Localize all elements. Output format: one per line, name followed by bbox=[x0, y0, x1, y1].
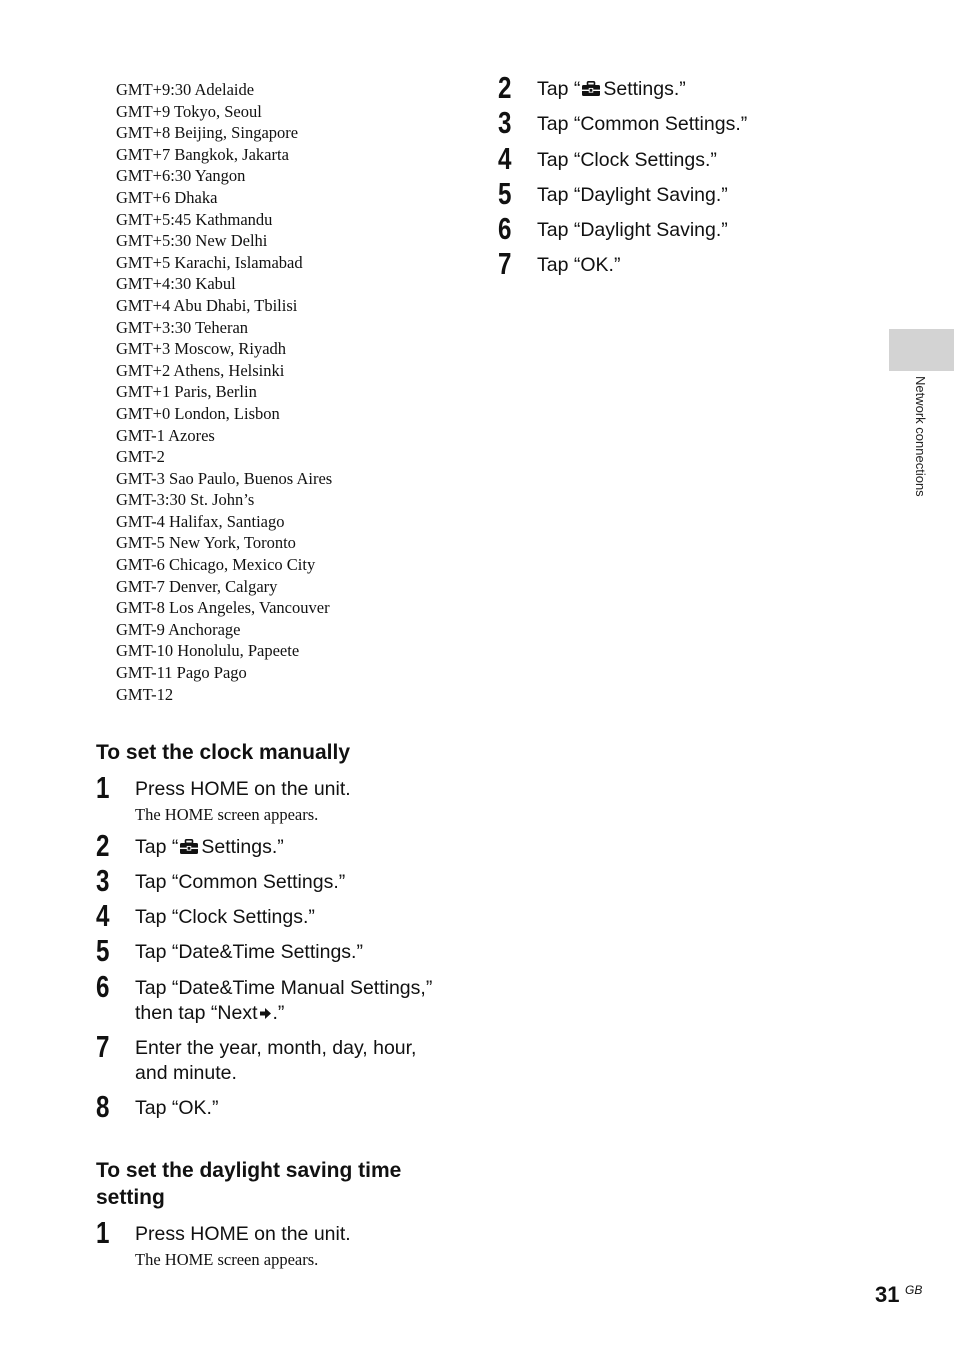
toolbox-icon bbox=[581, 79, 601, 104]
timezone-item: GMT+9:30 Adelaide bbox=[116, 80, 255, 99]
step-text bbox=[135, 1222, 351, 1271]
step-text bbox=[135, 777, 351, 826]
step-number: 2 bbox=[96, 828, 110, 863]
timezone-item: GMT+4:30 Kabul bbox=[116, 274, 236, 294]
timezone-item: GMT-5 New York, Toronto bbox=[116, 533, 296, 553]
step-number: 7 bbox=[498, 246, 512, 281]
step-line-2: and minute. bbox=[135, 1062, 237, 1084]
step-text: Tap “Date&Time Settings.” bbox=[135, 941, 363, 963]
step-text: Tap “OK.” bbox=[537, 254, 621, 276]
timezone-item: GMT+8 Beijing, Singapore bbox=[116, 123, 299, 143]
step-text: Tap “Common Settings.” bbox=[135, 871, 346, 893]
step-instruction: Press HOME on the unit. bbox=[135, 1223, 351, 1245]
timezone-item: GMT-11 Pago Pago bbox=[116, 663, 247, 683]
timezone-item: GMT-9 Anchorage bbox=[116, 619, 241, 639]
step-line-2-pre: then tap “Next bbox=[135, 1002, 258, 1024]
heading-line-2: setting bbox=[96, 1186, 165, 1209]
timezone-item: GMT-1 Azores bbox=[116, 425, 215, 445]
step-text-pre: Tap “ bbox=[537, 78, 581, 100]
step-number: 3 bbox=[498, 105, 512, 140]
timezone-item: GMT-7 Denver, Calgary bbox=[116, 576, 278, 596]
step-text bbox=[135, 835, 284, 862]
timezone-item: GMT+3:30 Teheran bbox=[116, 317, 249, 337]
timezone-item: GMT+3 Moscow, Riyadh bbox=[116, 339, 287, 359]
step-text: Tap “Common Settings.” bbox=[537, 113, 748, 135]
timezone-item: GMT-10 Honolulu, Papeete bbox=[116, 641, 300, 661]
step-number: 1 bbox=[96, 1215, 110, 1250]
step-instruction: Press HOME on the unit. bbox=[135, 778, 351, 800]
timezone-item: GMT-4 Halifax, Santiago bbox=[116, 511, 285, 531]
section-tab bbox=[889, 329, 954, 371]
step-text: Tap “Daylight Saving.” bbox=[537, 219, 728, 241]
timezone-item: GMT+5:30 New Delhi bbox=[116, 231, 268, 251]
next-arrow-icon bbox=[259, 1002, 272, 1027]
step-text: Tap “OK.” bbox=[135, 1097, 219, 1119]
timezone-item: GMT-3:30 St. John’s bbox=[116, 490, 255, 510]
step-line-1: Tap “Date&Time Manual Settings,” bbox=[135, 977, 433, 999]
step-number: 2 bbox=[498, 70, 512, 105]
timezone-item: GMT+5 Karachi, Islamabad bbox=[116, 252, 303, 272]
step-text-pre: Tap “ bbox=[135, 836, 179, 858]
step-text bbox=[537, 77, 686, 104]
step-note: The HOME screen appears. bbox=[135, 1250, 319, 1269]
step-text bbox=[135, 1036, 416, 1086]
step-text-post: Settings.” bbox=[201, 836, 284, 858]
timezone-item: GMT+1 Paris, Berlin bbox=[116, 382, 257, 402]
timezone-list bbox=[116, 79, 446, 705]
heading-line-1: To set the daylight saving time bbox=[96, 1159, 402, 1182]
step-number: 7 bbox=[96, 1029, 110, 1064]
step-number: 5 bbox=[498, 176, 512, 211]
step-text bbox=[135, 976, 432, 1027]
timezone-item: GMT+0 London, Lisbon bbox=[116, 403, 280, 423]
timezone-item: GMT+6 Dhaka bbox=[116, 187, 218, 207]
step-note: The HOME screen appears. bbox=[135, 805, 319, 824]
section-label: Network connections bbox=[913, 376, 928, 497]
timezone-item: GMT+4 Abu Dhabi, Tbilisi bbox=[116, 295, 298, 315]
step-text: Tap “Clock Settings.” bbox=[537, 149, 717, 171]
timezone-item: GMT+6:30 Yangon bbox=[116, 166, 246, 186]
timezone-item: GMT+9 Tokyo, Seoul bbox=[116, 101, 262, 121]
page-number: 31 bbox=[875, 1282, 900, 1307]
step-text: Tap “Clock Settings.” bbox=[135, 906, 315, 928]
manual-clock-heading: To set the clock manually bbox=[96, 741, 351, 764]
daylight-heading bbox=[96, 1157, 401, 1211]
step-line-2-post: .” bbox=[272, 1002, 285, 1024]
step-text-post: Settings.” bbox=[603, 78, 686, 100]
timezone-item: GMT-6 Chicago, Mexico City bbox=[116, 555, 316, 575]
step-number: 6 bbox=[498, 211, 512, 246]
step-line-1: Enter the year, month, day, hour, bbox=[135, 1037, 417, 1059]
step-number: 5 bbox=[96, 933, 110, 968]
step-number: 4 bbox=[96, 898, 110, 933]
timezone-item: GMT+5:45 Kathmandu bbox=[116, 209, 273, 229]
step-number: 8 bbox=[96, 1089, 110, 1124]
timezone-item: GMT-2 bbox=[116, 447, 165, 467]
timezone-item: GMT+7 Bangkok, Jakarta bbox=[116, 144, 289, 164]
step-number: 1 bbox=[96, 770, 110, 805]
toolbox-icon bbox=[179, 837, 199, 862]
step-number: 4 bbox=[498, 141, 512, 176]
timezone-item: GMT-12 bbox=[116, 684, 174, 704]
step-number: 6 bbox=[96, 969, 110, 1004]
page-language-code: GB bbox=[905, 1283, 923, 1297]
step-text: Tap “Daylight Saving.” bbox=[537, 184, 728, 206]
timezone-item: GMT-3 Sao Paulo, Buenos Aires bbox=[116, 468, 333, 488]
step-number: 3 bbox=[96, 863, 110, 898]
timezone-item: GMT+2 Athens, Helsinki bbox=[116, 360, 285, 380]
timezone-item: GMT-8 Los Angeles, Vancouver bbox=[116, 598, 330, 618]
